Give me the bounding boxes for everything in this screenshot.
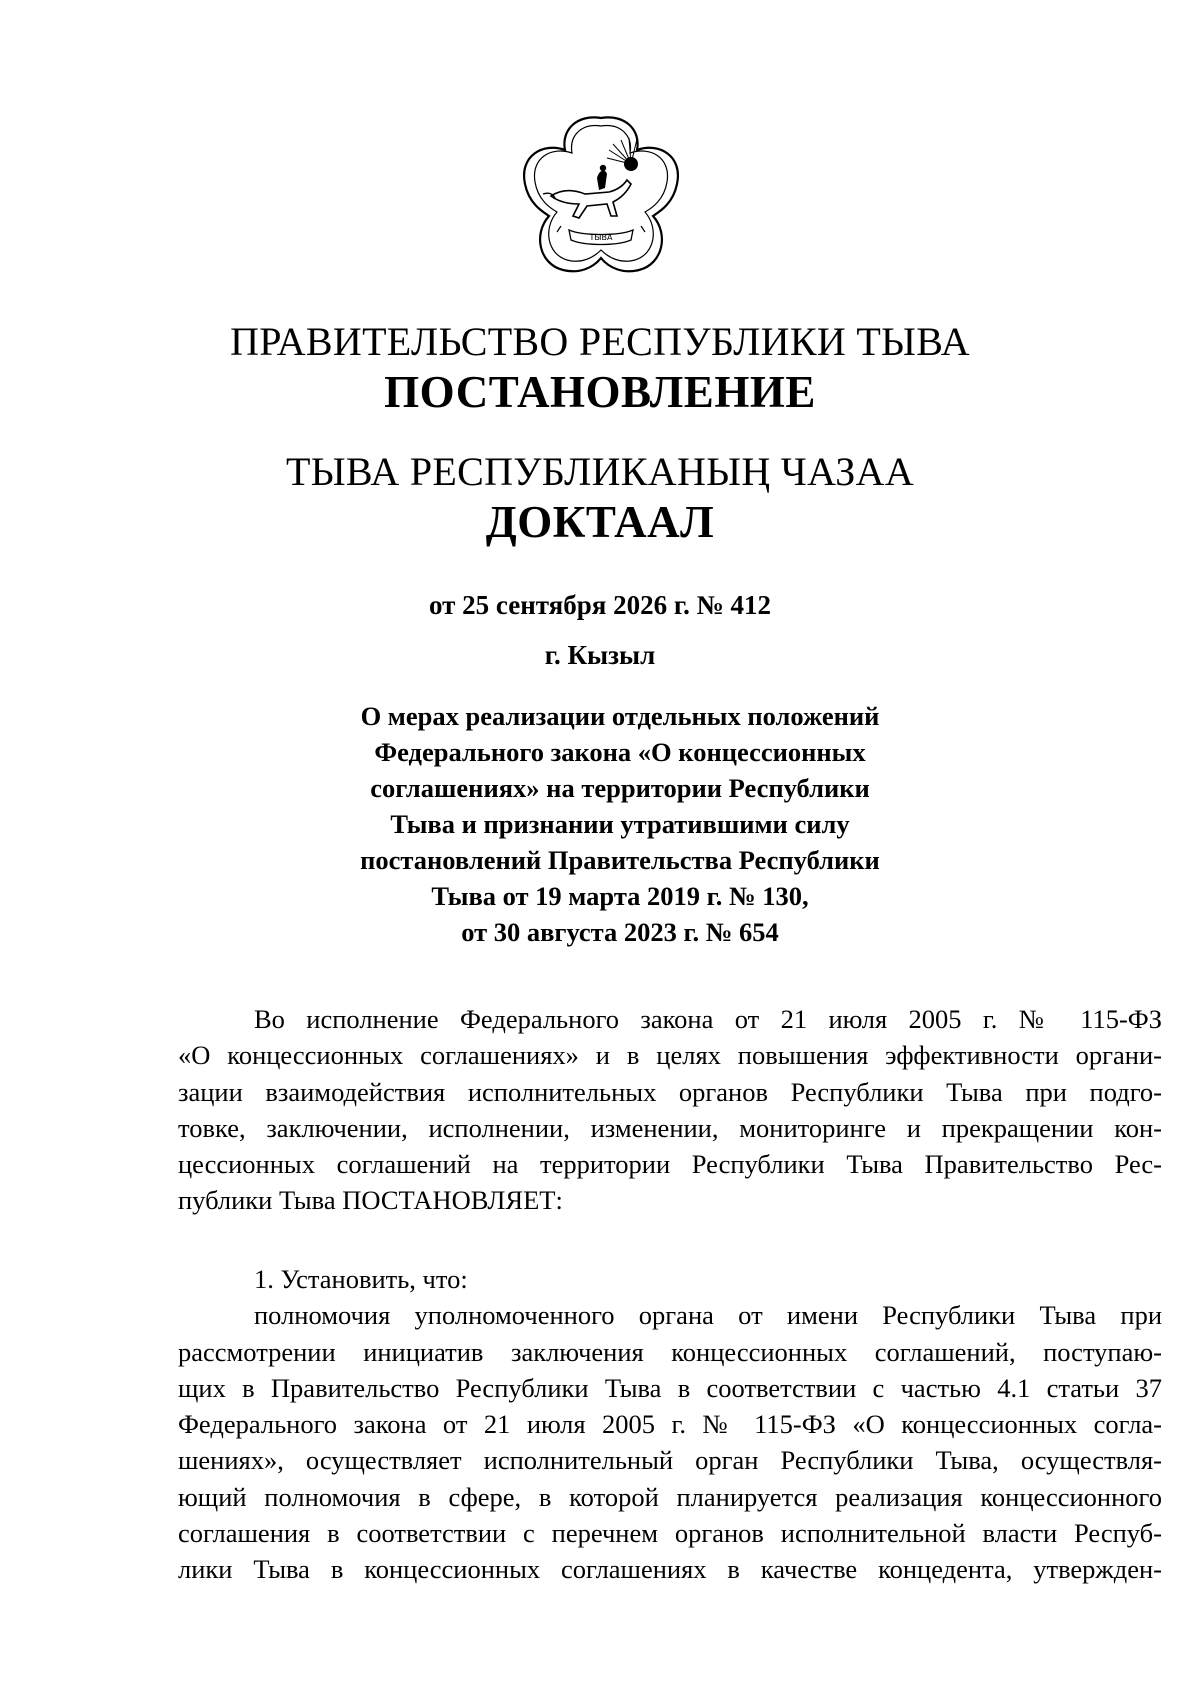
title-line: Тыва и признании утратившими силу xyxy=(390,809,850,839)
decree-title-tv: ДОКТААЛ xyxy=(485,497,715,547)
coat-of-arms-emblem xyxy=(513,108,689,284)
title-line: от 30 августа 2023 г. № 654 xyxy=(461,917,779,947)
government-title-ru: ПРАВИТЕЛЬСТВО РЕСПУБЛИКИ ТЫВА xyxy=(230,319,970,364)
text-line: цессионных соглашений на территории Республики Тыва Правительство Рес- xyxy=(178,1149,1162,1180)
text-line: полномочия уполномоченного органа от имени Республики Тыва при xyxy=(254,1300,1162,1331)
item-1-paragraph xyxy=(178,1261,1162,1588)
svg-text:ТЫВА: ТЫВА xyxy=(589,233,613,242)
text-line: щих в Правительство Республики Тыва в соответствии с частью 4.1 статьи 37 xyxy=(178,1372,1162,1403)
preamble-paragraph xyxy=(178,1001,1162,1219)
title-line: постановлений Правительства Республики xyxy=(360,845,880,875)
decree-subject-title xyxy=(320,698,920,950)
text-line: рассмотрении инициатив заключения концессионных соглашений, поступаю- xyxy=(178,1336,1162,1367)
title-line: соглашениях» на территории Республики xyxy=(370,773,870,803)
text-line: Во исполнение Федерального закона от 21 июля 2005 г. № 115-ФЗ xyxy=(254,1004,1162,1034)
text-line: соглашения в соответствии с перечнем органов исполнительной власти Респуб- xyxy=(178,1518,1162,1549)
item-heading: 1. Установить, что: xyxy=(254,1264,468,1294)
decree-date-number: от 25 сентября 2026 г. № 412 xyxy=(429,590,771,620)
government-title-tv: ТЫВА РЕСПУБЛИКАНЫҢ ЧАЗАА xyxy=(285,449,915,494)
title-line: Тыва от 19 марта 2019 г. № 130, xyxy=(431,881,809,911)
decree-city: г. Кызыл xyxy=(544,640,656,670)
text-line: ющий полномочия в сфере, в которой планируется реализация концессионного xyxy=(178,1481,1162,1512)
text-line: товке, заключении, исполнении, изменении, мониторинге и прекращении кон- xyxy=(178,1112,1162,1143)
decree-title-ru: ПОСТАНОВЛЕНИЕ xyxy=(384,367,816,417)
text-line: зации взаимодействия исполнительных органов Республики Тыва при подго- xyxy=(178,1076,1162,1107)
text-line: шениях», осуществляет исполнительный орган Республики Тыва, осуществля- xyxy=(178,1445,1162,1476)
title-line: О мерах реализации отдельных положений xyxy=(360,701,880,731)
text-line: «О концессионных соглашениях» и в целях повышения эффективности органи- xyxy=(178,1040,1162,1071)
tuva-emblem-icon xyxy=(513,108,689,284)
text-line: Федерального закона от 21 июля 2005 г. № 115-ФЗ «О концессионных согла- xyxy=(178,1409,1162,1440)
text-line: публики Тыва ПОСТАНОВЛЯЕТ: xyxy=(178,1185,563,1216)
text-line: лики Тыва в концессионных соглашениях в качестве концедента, утвержден- xyxy=(178,1554,1162,1585)
title-line: Федерального закона «О концессионных xyxy=(374,737,866,767)
